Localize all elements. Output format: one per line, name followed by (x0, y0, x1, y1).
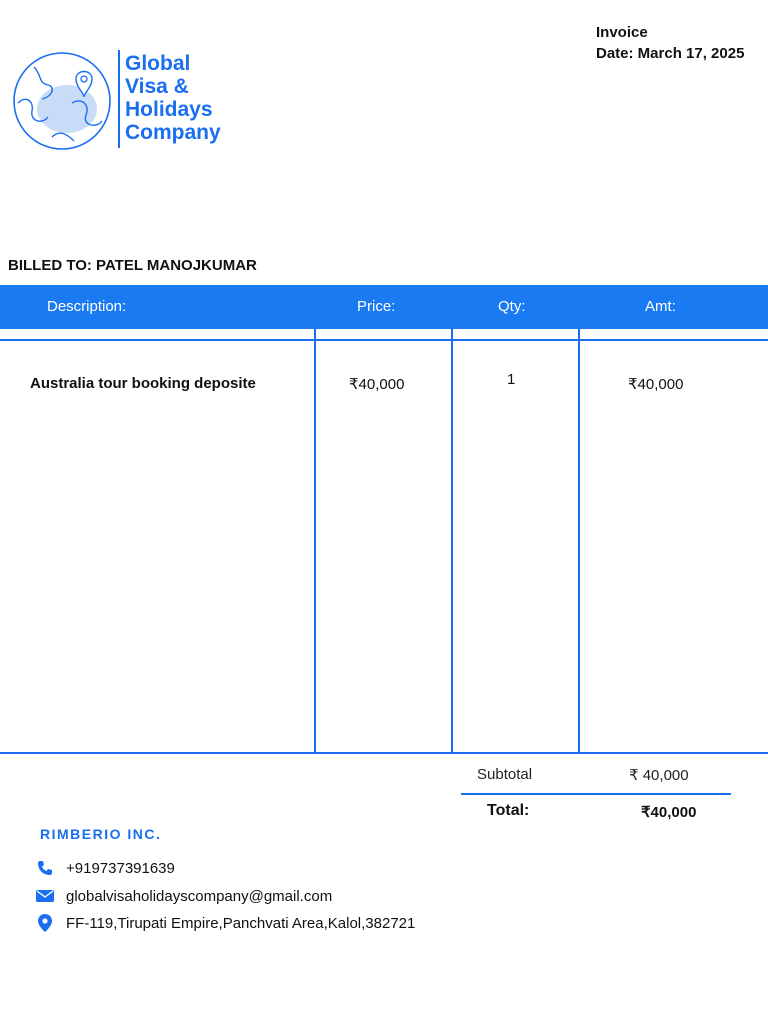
logo-divider (118, 50, 120, 148)
column-divider-1 (314, 329, 316, 753)
invoice-title: Invoice (596, 24, 648, 41)
row-amt: ₹40,000 (628, 376, 684, 393)
company-logo-name (125, 52, 221, 144)
phone-icon (36, 859, 54, 877)
total-divider (461, 793, 731, 795)
contact-email (36, 886, 332, 906)
header-description: Description: (47, 298, 127, 315)
footer-company-name: RIMBERIO INC. (40, 826, 162, 842)
email-address: globalvisaholidayscompany@gmail.com (66, 887, 333, 905)
header-qty: Qty: (498, 298, 526, 315)
table-bottom-rule (0, 752, 768, 754)
total-label: Total: (487, 802, 530, 819)
contact-phone (36, 858, 175, 878)
invoice-date: Date: March 17, 2025 (596, 45, 745, 62)
header-price: Price: (357, 298, 396, 315)
column-divider-3 (578, 329, 580, 753)
company-logo-globe (12, 45, 112, 153)
contact-address (36, 913, 415, 933)
header-amt: Amt: (645, 298, 676, 315)
column-divider-2 (451, 329, 453, 753)
row-description: Australia tour booking deposite (30, 375, 256, 392)
row-qty: 1 (507, 371, 516, 388)
logo-name-line-4: Company (125, 121, 221, 144)
street-address: FF-119,Tirupati Empire,Panchvati Area,Kalol,382721 (66, 914, 416, 932)
subtotal-label: Subtotal (477, 766, 533, 783)
subtotal-value: ₹ 40,000 (629, 767, 689, 784)
table-top-rule (0, 339, 768, 341)
billed-to: BILLED TO: PATEL MANOJKUMAR (8, 257, 257, 274)
location-pin-icon (36, 914, 54, 932)
logo-name-line-1: Global (125, 52, 191, 75)
row-price: ₹40,000 (349, 376, 405, 393)
phone-number: +919737391639 (66, 859, 175, 877)
email-icon (36, 887, 54, 905)
total-value: ₹40,000 (641, 804, 697, 821)
logo-name-line-3: Holidays (125, 98, 213, 121)
invoice-meta (596, 22, 744, 64)
logo-name-line-2: Visa & (125, 75, 189, 98)
